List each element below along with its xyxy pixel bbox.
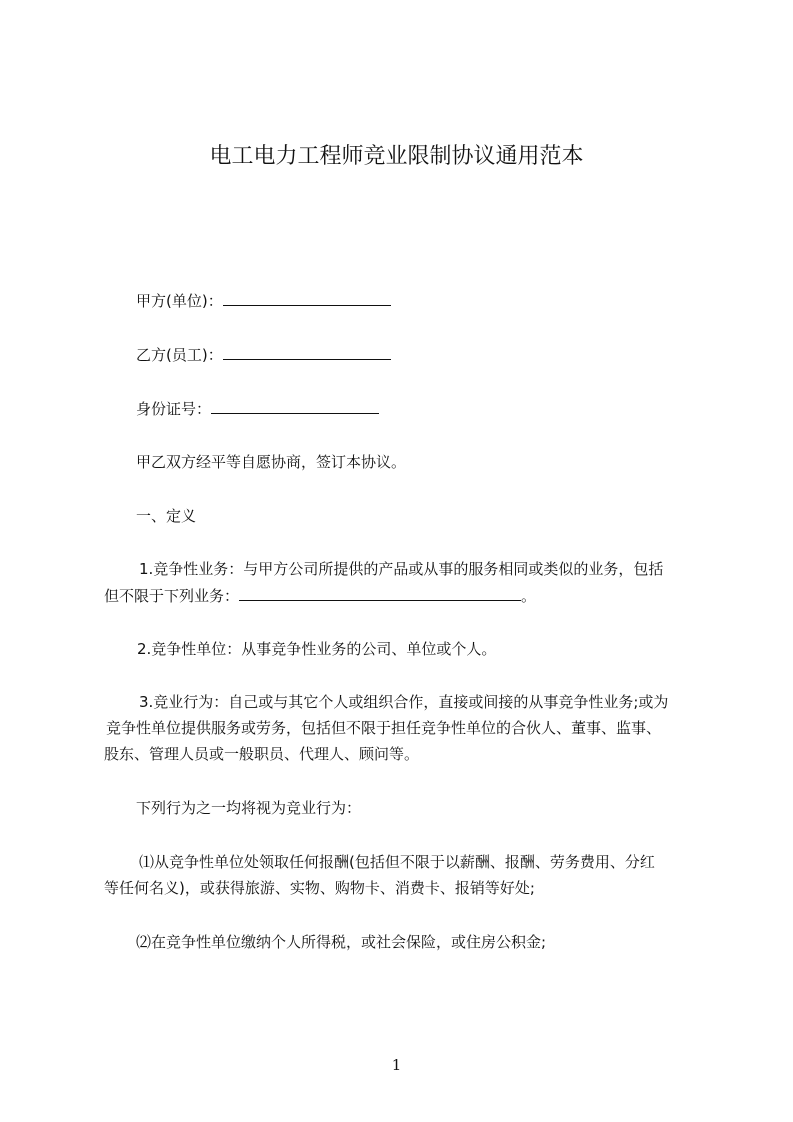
party-b-line	[136, 344, 391, 365]
item1-line2-suffix: 。	[521, 587, 537, 605]
item2-text: 2.竞争性单位：从事竞争性业务的公司、单位或个人。	[137, 640, 497, 658]
id-number-blank	[211, 398, 379, 414]
document-title: 电工电力工程师竞业限制协议通用范本	[209, 144, 584, 169]
party-a-blank	[223, 290, 391, 306]
party-a-label: 甲方(单位)：	[136, 292, 223, 310]
intro-text: 甲乙双方经平等自愿协商，签订本协议。	[136, 453, 407, 471]
behavior2-text: ⑵在竞争性单位缴纳个人所得税，或社会保险，或住房公积金;	[136, 933, 547, 951]
party-b-blank	[223, 344, 391, 360]
behavior1-line2: 等任何名义)，或获得旅游、实物、购物卡、消费卡、报销等好处;	[104, 879, 535, 897]
section1-heading: 一、定义	[136, 507, 197, 525]
item3-line1: 3.竞业行为：自己或与其它个人或组织合作，直接或间接的从事竞争性业务;或为	[139, 693, 669, 711]
id-number-label: 身份证号：	[136, 400, 212, 418]
item1-line2-prefix: 但不限于下列业务：	[104, 587, 240, 605]
party-b-label: 乙方(员工)：	[136, 346, 223, 364]
business-list-blank	[239, 585, 521, 601]
list-intro: 下列行为之一均将视为竞业行为：	[136, 799, 362, 817]
item1-line2	[104, 585, 536, 606]
page-number: 1	[391, 1056, 402, 1074]
item3-line2: 竞争性单位提供服务或劳务，包括但不限于担任竞争性单位的合伙人、董事、监事、	[106, 719, 662, 737]
party-a-line	[136, 290, 391, 311]
item3-line3: 股东、管理人员或一般职员、代理人、顾问等。	[104, 745, 420, 763]
item1-line1: 1.竞争性业务：与甲方公司所提供的产品或从事的服务相同或类似的业务，包括	[139, 560, 664, 578]
id-number-line	[136, 398, 379, 419]
behavior1-line1: ⑴从竞争性单位处领取任何报酬(包括但不限于以薪酬、报酬、劳务费用、分红	[139, 853, 655, 871]
